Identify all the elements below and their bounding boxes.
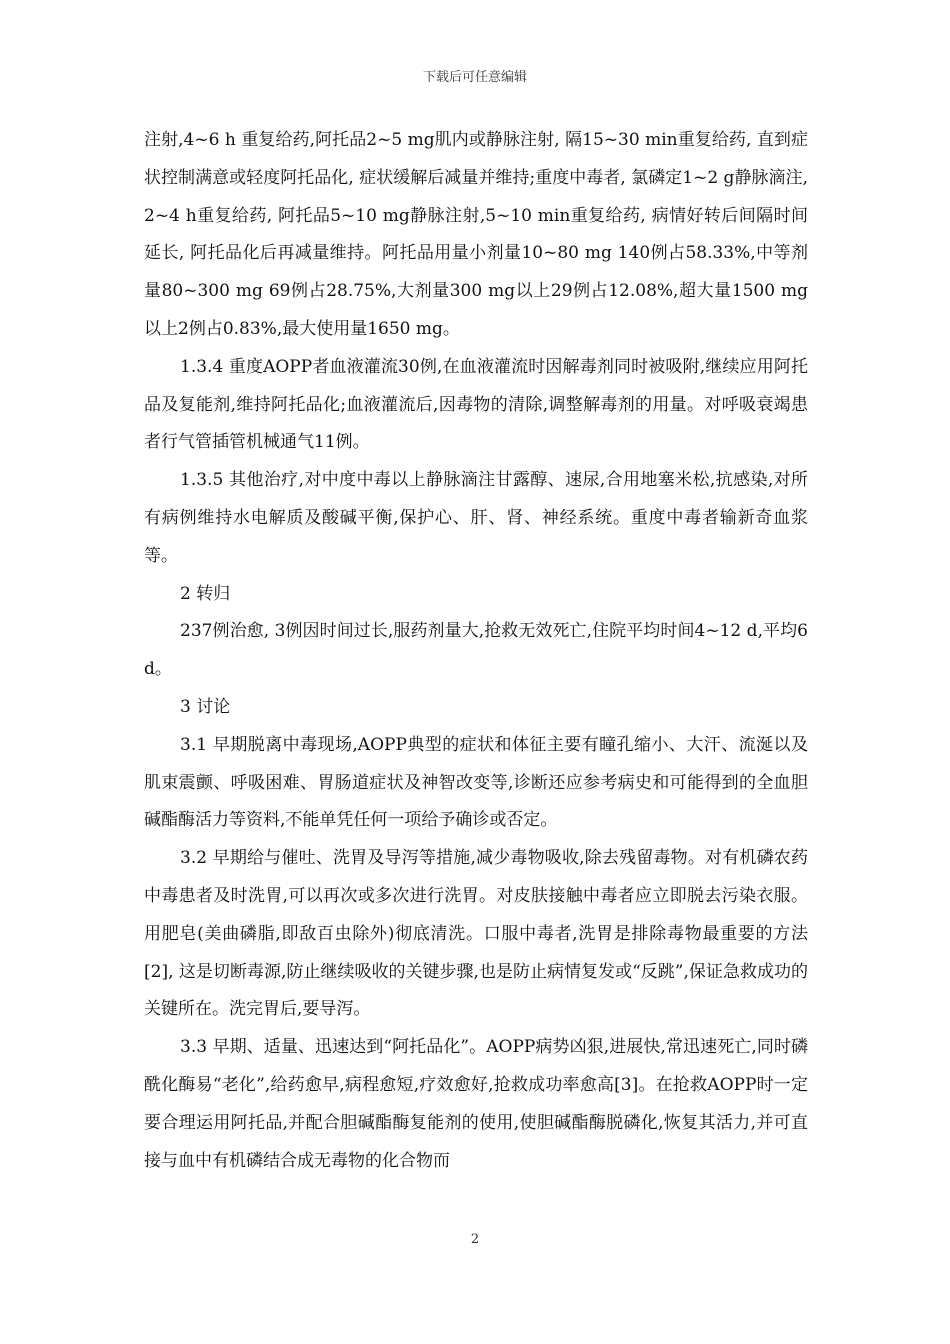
paragraph-1-3-5: 1.3.5 其他治疗,对中度中毒以上静脉滴注甘露醇、速尿,合用地塞米松,抗感染,对所有病例维持水电解质及酸碱平衡,保护心、肝、肾、神经系统。重度中毒者输新奇血浆等。 [144,470,808,566]
page-header: 下载后可任意编辑 [422,70,527,85]
heading-outcome: 2 转归 [180,583,231,604]
document-body [144,122,808,1180]
paragraph-dosage-continued: 注射,4~6 h 重复给药,阿托品2~5 mg肌内或静脉注射, 隔15~30 min重复给药, 直到症状控制满意或轻度阿托品化, 症状缓解后减量并维持;重度中毒者, 氯磷定1~2 g静脉滴注,2~4 h重复给药, 阿托品5~10 mg静脉注射,5~10 min重复给药, 病情好转后间隔时间延长, 阿托品化后再减量维持。阿托品用量小剂量10~80 mg 140例占58.33%,中等剂量80~300 mg 69例占28.75%,大剂量300 mg以上29例占12.08%,超大量1500 mg以上2例占0.83%,最大使用量1650 mg。 [144,130,808,339]
paragraph-3-3: 3.3 早期、适量、迅速达到“阿托品化”。AOPP病势凶狠,进展快,常迅速死亡,同时磷酰化酶易“老化”,给药愈早,病程愈短,疗效愈好,抢救成功率愈高[3]。在抢救AOPP时一定要合理运用阿托品,并配合胆碱酯酶复能剂的使用,使胆碱酯酶脱磷化,恢复其活力,并可直接与血中有机磷结合成无毒物的化合物而 [144,1037,808,1171]
page-number: 2 [470,1232,480,1247]
paragraph-3-2: 3.2 早期给与催吐、洗胃及导泻等措施,减少毒物吸收,除去残留毒物。对有机磷农药中毒患者及时洗胃,可以再次或多次进行洗胃。对皮肤接触中毒者应立即脱去污染衣服。用肥皂(美曲磷脂,即敌百虫除外)彻底清洗。口服中毒者,洗胃是排除毒物最重要的方法[2], 这是切断毒源,防止继续吸收的关键步骤,也是防止病情复发或“反跳”,保证急救成功的关键所在。洗完胃后,要导泻。 [144,848,808,1020]
heading-discussion: 3 讨论 [180,696,231,717]
paragraph-3-1: 3.1 早期脱离中毒现场,AOPP典型的症状和体征主要有瞳孔缩小、大汗、流涎以及肌束震颤、呼吸困难、胃肠道症状及神智改变等,诊断还应参考病史和可能得到的全血胆碱酯酶活力等资料,不能单凭任何一项给予确诊或否定。 [144,734,808,831]
paragraph-1-3-4: 1.3.4 重度AOPP者血液灌流30例,在血液灌流时因解毒剂同时被吸附,继续应用阿托品及复能剂,维持阿托品化;血液灌流后,因毒物的清除,调整解毒剂的用量。对呼吸衰竭患者行气管插管机械通气11例。 [144,356,808,453]
paragraph-outcome: 237例治愈, 3例因时间过长,服药剂量大,抢救无效死亡,住院平均时间4~12 d,平均6 d。 [144,621,808,680]
